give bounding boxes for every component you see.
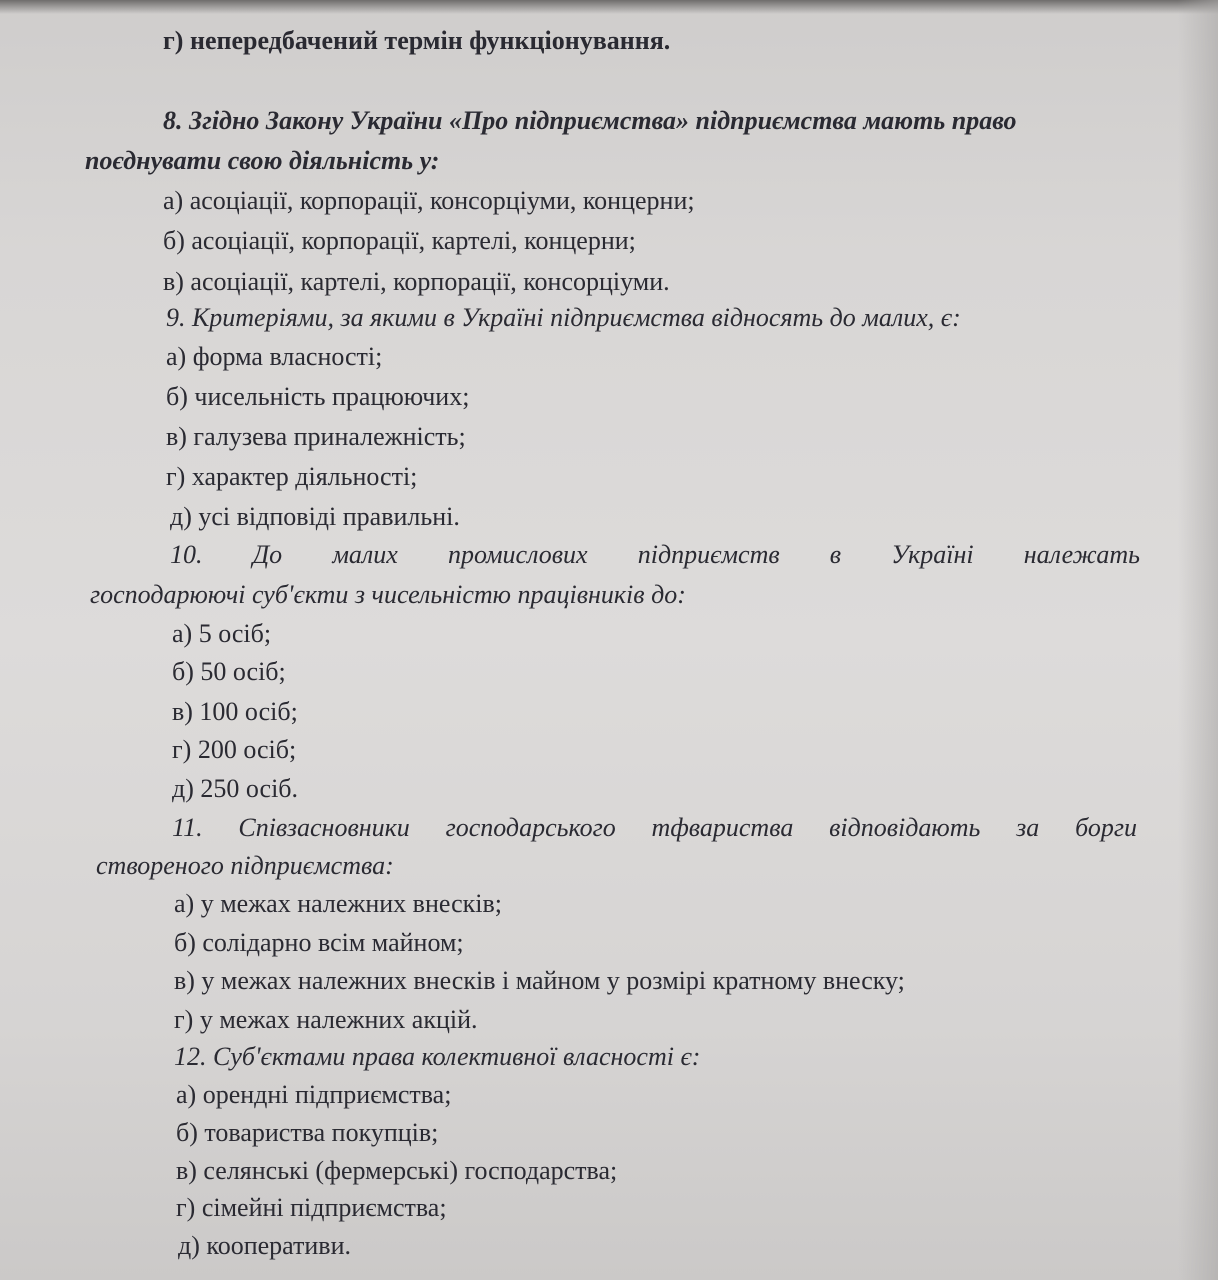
answer-11c: в) у межах належних внесків і майном у розмірі кратному внеску; xyxy=(174,966,905,995)
answer-10d: г) 200 осіб; xyxy=(172,735,297,764)
answer-12c: в) селянські (фермерські) господарства; xyxy=(176,1156,618,1185)
question-11-line-1 xyxy=(172,813,1137,843)
word: До xyxy=(252,540,283,569)
question-8-line-1: 8. Згідно Закону України «Про підприємства» підприємства мають право xyxy=(163,106,1017,135)
answer-9d: г) характер діяльності; xyxy=(166,462,418,491)
question-8-line-2: поєднувати свою діяльність у: xyxy=(85,146,440,175)
answer-9b: б) чисельність працюючих; xyxy=(166,382,470,411)
word: підприємств xyxy=(637,540,780,569)
answer-10c: в) 100 осіб; xyxy=(172,697,298,726)
answer-line: г) непередбачений термін функціонування. xyxy=(163,26,671,55)
answer-12b: б) товариства покупців; xyxy=(176,1118,439,1147)
answer-10b: б) 50 осіб; xyxy=(172,657,286,686)
answer-8c: в) асоціації, картелі, корпорації, консорціуми. xyxy=(163,267,670,296)
question-10-line-1 xyxy=(170,540,1140,570)
word: господарського xyxy=(445,813,616,842)
answer-12e: д) кооперативи. xyxy=(178,1231,351,1260)
answer-9a: а) форма власності; xyxy=(166,342,383,371)
word: промислових xyxy=(447,540,588,569)
answer-11d: г) у межах належних акцій. xyxy=(174,1005,478,1034)
word: відповідають xyxy=(829,813,981,842)
word: належать xyxy=(1023,540,1140,569)
word: борги xyxy=(1075,813,1137,842)
question-12-line-1: 12. Суб'єктами права колективної власності є: xyxy=(174,1042,701,1071)
word: в xyxy=(829,540,842,569)
answer-12d: г) сімейні підприємства; xyxy=(176,1193,447,1222)
answer-10a: а) 5 осіб; xyxy=(172,619,272,648)
answer-8a: а) асоціації, корпорації, консорціуми, концерни; xyxy=(163,186,695,215)
word: Співзасновники xyxy=(238,813,410,842)
answer-10e: д) 250 осіб. xyxy=(172,774,299,803)
answer-11a: а) у межах належних внесків; xyxy=(174,889,502,918)
word: малих xyxy=(332,540,398,569)
answer-9e: д) усі відповіді правильні. xyxy=(170,502,460,531)
question-11-line-2: створеного підприємства: xyxy=(96,851,394,880)
word: 10. xyxy=(170,540,203,569)
word: 11. xyxy=(172,813,203,842)
word: тфвариства xyxy=(651,813,794,842)
answer-12a: а) орендні підприємства; xyxy=(176,1080,452,1109)
answer-8b: б) асоціації, корпорації, картелі, концерни; xyxy=(163,226,636,255)
question-9-line-1: 9. Критеріями, за якими в Україні підприємства відносять до малих, є: xyxy=(166,303,961,332)
word: Україні xyxy=(891,540,974,569)
word: за xyxy=(1016,813,1040,842)
answer-9c: в) галузева приналежність; xyxy=(166,422,466,451)
question-10-line-2: господарюючі суб'єкти з чисельністю працівників до: xyxy=(90,580,686,609)
answer-11b: б) солідарно всім майном; xyxy=(174,928,464,957)
